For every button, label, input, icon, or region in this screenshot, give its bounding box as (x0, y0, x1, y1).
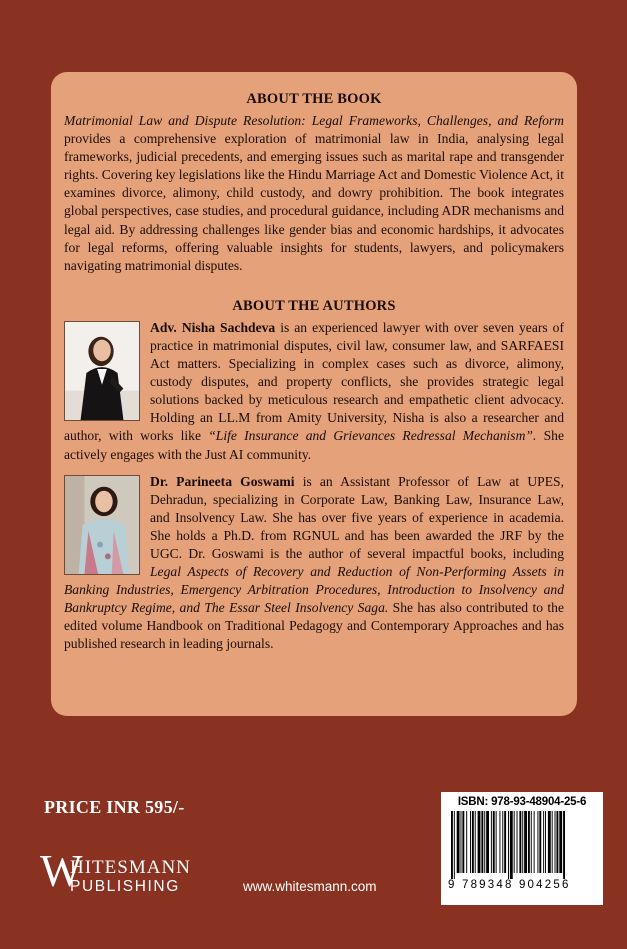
author-1-text: is an experienced lawyer with over seven years of practice in matrimonial disputes, civil law, consumer law, and SARFAESI Act matters. Specializing in complex cases such as divorce, alimony, custody disputes, and property conflicts, she provides strategic legal solutions backed by meticulous research and empathetic client advocacy. Holding an LL.M from Amity University, Nisha is also a researcher and author, with works like (64, 319, 564, 444)
about-book-text (64, 112, 564, 275)
book-description: provides a comprehensive exploration of matrimonial law in India, analysing legal frameworks, judicial precedents, and emerging issues such as marital rape and transgender rights. Covering key legislations like the Hindu Marriage Act and Domestic Violence Act, it examines divorce, alimony, child custody, and dowry prohibition. The book integrates global perspectives, case studies, and procedural guidance, including ADR mechanisms and legal aid. By addressing challenges like gender bias and economic hardships, it advocates for legal reforms, offering valuable insights for students, lawyers, and policymakers navigating matrimonial disputes. (64, 131, 564, 273)
isbn-digits: 9 789348 904256 (448, 879, 571, 891)
barcode-icon (445, 811, 599, 879)
publisher-logo (40, 846, 205, 898)
isbn-barcode-box (441, 792, 603, 905)
author-2-block (64, 473, 564, 654)
author-2-name: Dr. Parineeta Goswami (150, 473, 295, 489)
logo-bottom-text: PUBLISHING (70, 878, 180, 895)
logo-initial: W (40, 846, 83, 896)
author-1-block (64, 319, 564, 464)
author-2-text: is an Assistant Professor of Law at UPES, Dehradun, specializing in Corporate Law, Banking Law, Insurance Law, and Insolvency Law. She has over five years of experience in academia. She holds a Ph.D. from RGNUL and has been awarded the JRF by the UGC. Dr. Goswami is the author of several impactful books, including (150, 473, 564, 561)
book-title: Matrimonial Law and Dispute Resolution: Legal Frameworks, Challenges, and Reform (64, 113, 564, 128)
author-2-photo (64, 475, 140, 575)
author-1-work: “Life Insurance and Grievances Redressal Mechanism”. (208, 428, 537, 444)
author-1-photo (64, 321, 140, 421)
price-label: PRICE INR 595/- (44, 797, 185, 817)
author-1-name: Adv. Nisha Sachdeva (150, 319, 276, 335)
author-1-text-end: She actively engages with the Just AI community. (64, 428, 564, 462)
about-book-heading: ABOUT THE BOOK (246, 91, 382, 107)
about-authors-heading: ABOUT THE AUTHORS (232, 297, 396, 314)
author-2-text-end: She has also contributed to the edited volume Handbook on Traditional Pedagogy and Contemporary Approaches and has published research in leading journals. (64, 600, 564, 652)
logo-top-text: HITESMANN (70, 857, 191, 878)
author-2-works: Legal Aspects of Recovery and Reduction of Non-Performing Assets in Banking Industries, Emergency Arbitration Procedures, Introduction to Insolvency and Bankruptcy Regime, and The Essar Steel Insolvency Saga. (64, 564, 564, 616)
isbn-label: ISBN: 978-93-48904-25-6 (457, 796, 587, 808)
publisher-website[interactable]: www.whitesmann.com (243, 879, 377, 894)
back-cover-panel (51, 72, 577, 716)
